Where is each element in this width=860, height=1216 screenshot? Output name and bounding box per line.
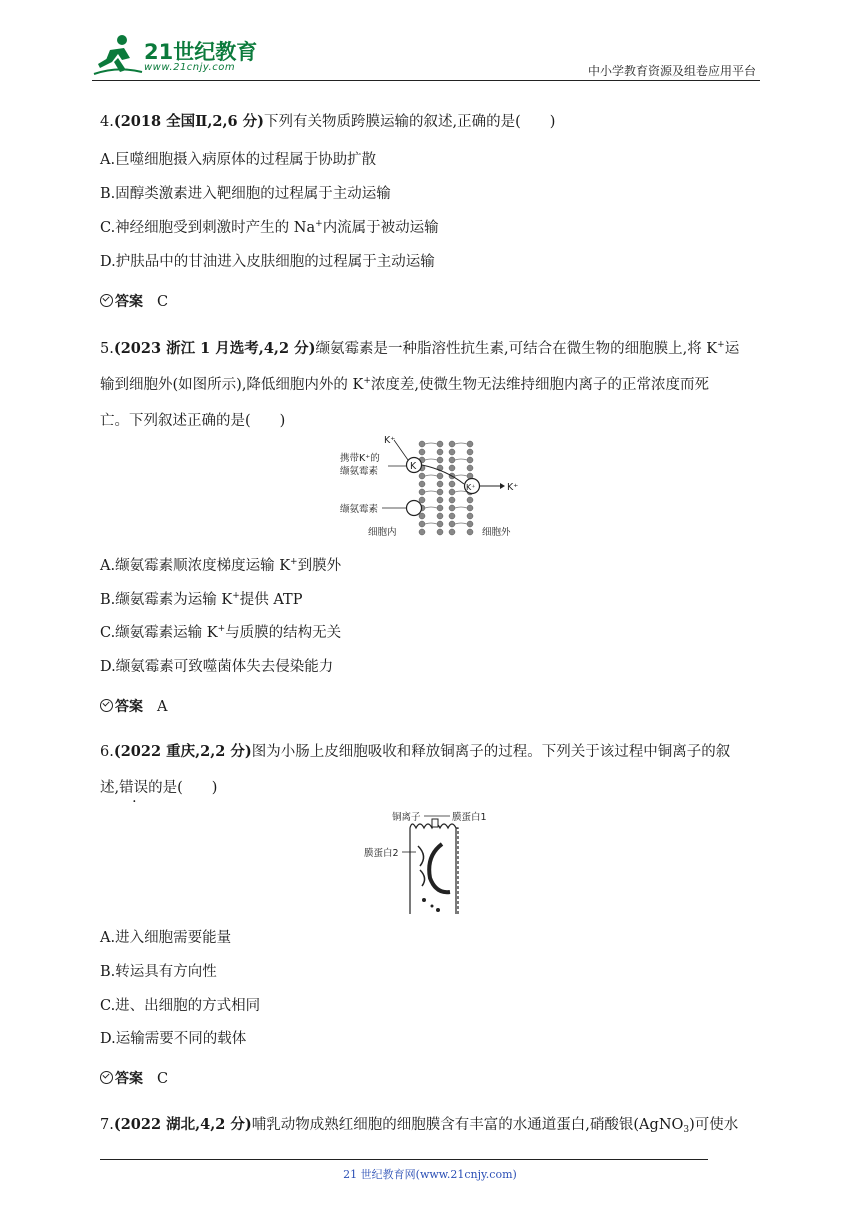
protein2-label: 膜蛋白2	[364, 848, 399, 859]
q5-number: 5.	[100, 341, 114, 357]
runner-logo-icon	[92, 32, 144, 78]
q5-option-a: A.缬氨霉素顺浓度梯度运输 K+到膜外	[100, 557, 342, 574]
q4-option-d: D.护肤品中的甘油进入皮肤细胞的过程属于主动运输	[100, 254, 435, 270]
q6-option-a: A.进入细胞需要能量	[100, 930, 232, 946]
q5-option-b: B.缬氨霉素为运输 K+提供 ATP	[100, 591, 303, 608]
q6-answer: 答案 C	[100, 1069, 168, 1089]
emphasis-word: 错误	[119, 780, 149, 796]
k-out-label: K⁺	[507, 482, 519, 493]
q5-answer-value: A	[157, 699, 168, 715]
q5-answer: 答案 A	[100, 697, 167, 717]
brand-url: www.21cnjy.com	[144, 62, 236, 73]
q4-option-c: C.神经细胞受到刺激时产生的 Na+内流属于被动运输	[100, 219, 439, 236]
q4-option-b: B.固醇类激素进入靶细胞的过程属于主动运输	[100, 186, 391, 202]
q4-option-a: A.巨噬细胞摄入病原体的过程属于协助扩散	[100, 152, 377, 168]
q6-number: 6.	[100, 744, 114, 760]
k-top-label: K⁺	[384, 435, 396, 446]
q4-answer-value: C	[157, 294, 169, 310]
q4-stem	[100, 112, 555, 132]
q6-option-b: B.转运具有方向性	[100, 964, 217, 980]
inside-label: 细胞内	[368, 527, 397, 538]
q5-option-c: C.缬氨霉素运输 K+与质膜的结构无关	[100, 624, 342, 641]
answer-check-icon	[100, 1071, 113, 1084]
valinomycin-label: 缬氨霉素	[340, 504, 379, 515]
outside-label: 细胞外	[482, 527, 511, 538]
q5-stem-line1: 5.(2023 浙江 1 月选考,4,2 分)缬氨霉素是一种脂溶性抗生素,可结合在微生物的细胞膜上,将 K+运	[100, 340, 740, 357]
q4-number: 4.	[100, 114, 114, 130]
header-divider	[92, 80, 760, 81]
q5-stem-line3: 亡。下列叙述正确的是( )	[100, 413, 286, 429]
brand-name: 21世纪教育	[144, 40, 258, 64]
q6-answer-value: C	[157, 1071, 169, 1087]
membrane-protein-1-shape	[432, 819, 438, 827]
k-circle-2-label: K⁺	[466, 483, 476, 492]
protein1-label: 膜蛋白1	[452, 812, 487, 823]
q4-stem-text: 下列有关物质跨膜运输的叙述,正确的是( )	[264, 114, 556, 130]
copper-ion-label: 铜离子	[392, 812, 421, 823]
q7-source: (2022 湖北,4,2 分)	[113, 1116, 252, 1133]
page-header	[0, 0, 860, 84]
q5-stem-line2: 输到细胞外(如图所示),降低细胞内外的 K+浓度差,使微生物无法维持细胞内离子的正常浓度而死	[100, 376, 710, 393]
q4-source: (2018 全国Ⅱ,2,6 分)	[113, 113, 265, 130]
carrier-label-line2: 缬氨霉素	[340, 466, 379, 477]
q6-option-d: D.运输需要不同的载体	[100, 1031, 247, 1047]
organelle-shape	[429, 844, 450, 892]
cell-outline	[410, 824, 456, 914]
footer-divider	[100, 1159, 708, 1160]
header-tagline: 中小学教育资源及组卷应用平台	[587, 64, 756, 78]
footer-link[interactable]: 21 世纪教育网(www.21cnjy.com)	[343, 1168, 517, 1181]
brand-logo	[92, 32, 262, 82]
q4-answer: 答案 C	[100, 292, 168, 312]
q6-cell-figure	[362, 806, 508, 916]
valinomycin-circle	[407, 501, 422, 516]
q6-source: (2022 重庆,2,2 分)	[113, 743, 252, 760]
k-circle-1-label: K	[410, 461, 417, 472]
q6-option-c: C.进、出细胞的方式相同	[100, 998, 261, 1014]
q5-membrane-figure	[336, 434, 536, 542]
q7-number: 7.	[100, 1117, 114, 1133]
lipid-tails	[425, 443, 467, 524]
q5-option-d: D.缬氨霉素可致噬菌体失去侵染能力	[100, 659, 334, 675]
q7-stem: 7.(2022 湖北,4,2 分)哺乳动物成熟红细胞的细胞膜含有丰富的水通道蛋白,硝酸银(AgNO$_3$)可使水	[100, 1116, 739, 1135]
membrane-left-bilayer	[419, 441, 443, 535]
q6-stem-line1: 6.(2022 重庆,2,2 分)图为小肠上皮细胞吸收和释放铜离子的过程。下列关于该过程中铜离子的叙	[100, 743, 731, 760]
answer-check-icon	[100, 699, 113, 712]
q6-stem-line2: 述,错误的是( )	[100, 780, 218, 796]
carrier-label-line1: 携带K⁺的	[340, 453, 380, 464]
answer-check-icon	[100, 294, 113, 307]
q5-source: (2023 浙江 1 月选考,4,2 分)	[113, 340, 316, 357]
